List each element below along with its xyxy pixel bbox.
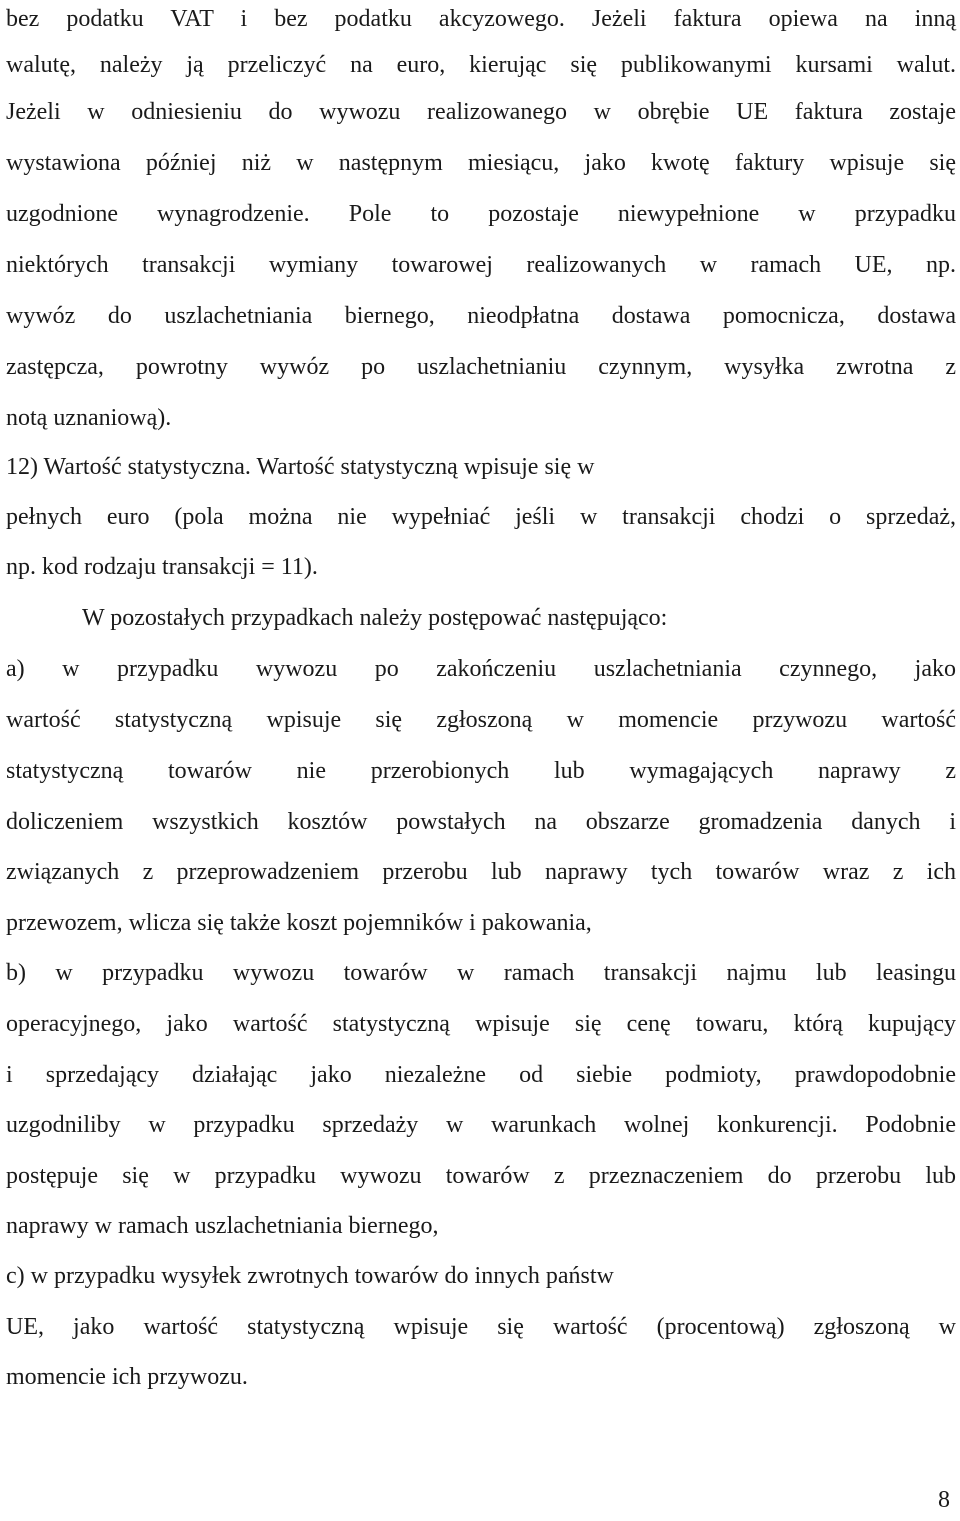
list-item-b-line-3: i sprzedający działając jako niezależne od siebie podmioty, prawdopodobnie <box>6 1062 956 1088</box>
text-line-13: W pozostałych przypadkach należy postępować następująco: <box>82 605 668 631</box>
text-line-8: zastępcza, powrotny wywóz po uszlachetnianiu czynnym, wysyłka zwrotna z <box>6 354 956 380</box>
list-item-b-line-1: b) w przypadku wywozu towarów w ramach transakcji najmu lub leasingu <box>6 960 956 986</box>
list-item-a-line-4: doliczeniem wszystkich kosztów powstałych na obszarze gromadzenia danych i <box>6 809 956 835</box>
list-item-a-line-1: a) w przypadku wywozu po zakończeniu uszlachetniania czynnego, jako <box>6 656 956 682</box>
text-line-12: np. kod rodzaju transakcji = 11). <box>6 554 318 580</box>
text-line-5: uzgodnione wynagrodzenie. Pole to pozostaje niewypełnione w przypadku <box>6 201 956 227</box>
text-line-2: walutę, należy ją przeliczyć na euro, kierując się publikowanymi kursami walut. <box>6 52 956 78</box>
list-item-b-line-5: postępuje się w przypadku wywozu towarów z przeznaczeniem do przerobu lub <box>6 1163 956 1189</box>
text-line-1: bez podatku VAT i bez podatku akcyzowego. Jeżeli faktura opiewa na inną <box>6 6 956 32</box>
list-item-c-line-3: momencie ich przywozu. <box>6 1364 248 1390</box>
list-item-b-line-2: operacyjnego, jako wartość statystyczną wpisuje się cenę towaru, którą kupujący <box>6 1011 956 1037</box>
text-line-6: niektórych transakcji wymiany towarowej realizowanych w ramach UE, np. <box>6 252 956 278</box>
list-item-c-line-2: UE, jako wartość statystyczną wpisuje się wartość (procentową) zgłoszoną w <box>6 1314 956 1340</box>
page-number: 8 <box>938 1487 950 1513</box>
list-item-b-line-4: uzgodniliby w przypadku sprzedaży w warunkach wolnej konkurencji. Podobnie <box>6 1112 956 1138</box>
text-line-4: wystawiona później niż w następnym miesiącu, jako kwotę faktury wpisuje się <box>6 150 956 176</box>
section-heading-12: 12) Wartość statystyczna. Wartość statystyczną wpisuje się w <box>6 454 595 480</box>
list-item-c-line-1: c) w przypadku wysyłek zwrotnych towarów do innych państw <box>6 1263 614 1289</box>
list-item-a-line-6: przewozem, wlicza się także koszt pojemników i pakowania, <box>6 910 592 936</box>
list-item-a-line-2: wartość statystyczną wpisuje się zgłoszoną w momencie przywozu wartość <box>6 707 956 733</box>
list-item-a-line-5: związanych z przeprowadzeniem przerobu lub naprawy tych towarów wraz z ich <box>6 859 956 885</box>
text-line-3: Jeżeli w odniesieniu do wywozu realizowanego w obrębie UE faktura zostaje <box>6 99 956 125</box>
text-line-7: wywóz do uszlachetniania biernego, nieodpłatna dostawa pomocnicza, dostawa <box>6 303 956 329</box>
list-item-b-line-6: naprawy w ramach uszlachetniania biernego, <box>6 1213 439 1239</box>
list-item-a-line-3: statystyczną towarów nie przerobionych lub wymagających naprawy z <box>6 758 956 784</box>
text-line-9: notą uznaniową). <box>6 405 172 431</box>
text-line-11: pełnych euro (pola można nie wypełniać jeśli w transakcji chodzi o sprzedaż, <box>6 504 956 530</box>
